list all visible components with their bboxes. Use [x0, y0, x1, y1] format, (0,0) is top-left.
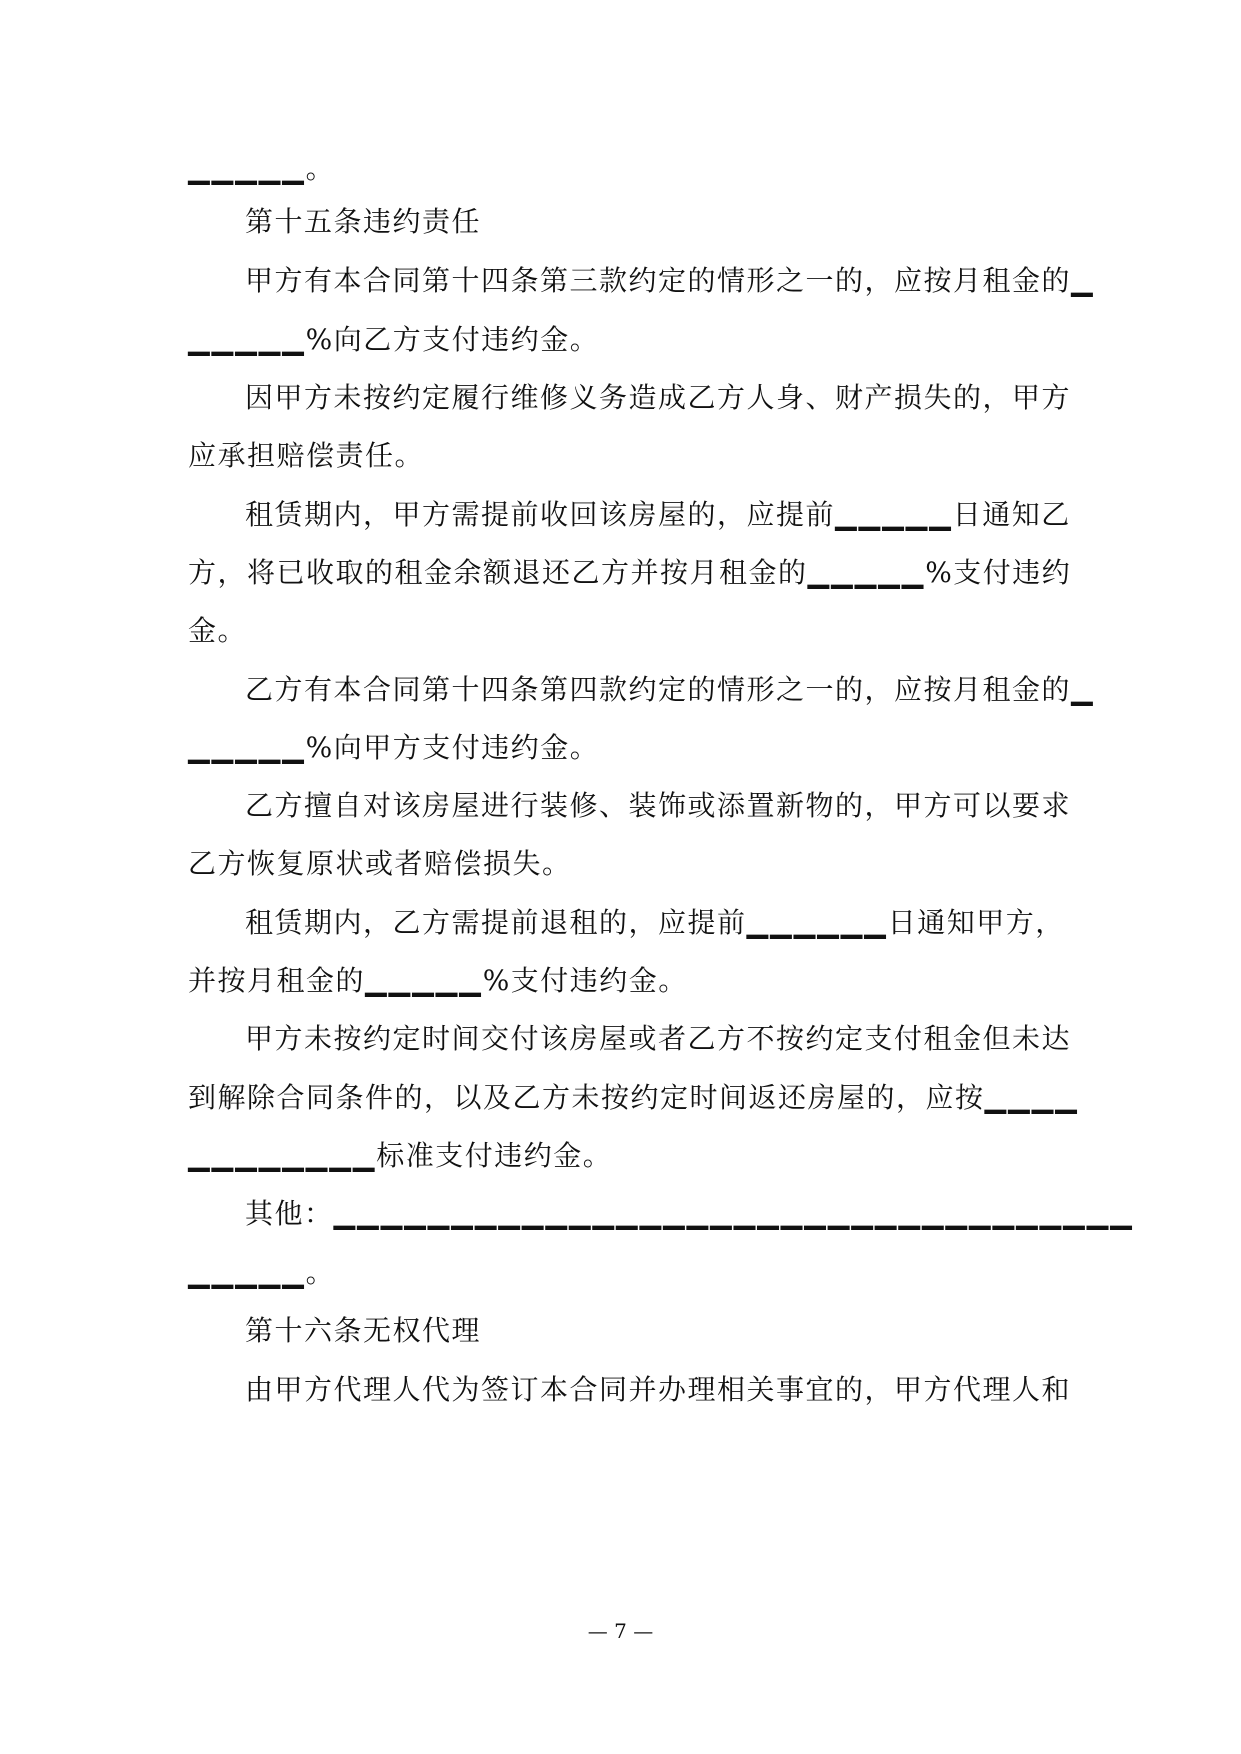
text-line: [188, 431, 1088, 481]
text-line: [188, 956, 1088, 1006]
fill-blank: ▁▁▁▁▁: [835, 498, 953, 531]
page-number: — 7 —: [587, 1619, 654, 1643]
line-text: 方，将已收取的租金余额退还乙方并按月租金的: [188, 556, 808, 589]
fill-blank: ▁▁▁▁▁: [188, 152, 306, 185]
fill-blank: ▁▁▁▁▁▁▁▁: [188, 1139, 377, 1172]
text-line: [188, 839, 1088, 889]
article-heading: [245, 1306, 1145, 1356]
fill-blank: ▁▁▁▁: [984, 1081, 1079, 1114]
text-line: [188, 548, 1088, 598]
text-line: [188, 723, 1088, 773]
text-line: [245, 1189, 1145, 1239]
text-line: [245, 490, 1145, 540]
fill-blank: ▁: [1071, 673, 1095, 706]
line-text: %支付违约: [925, 556, 1072, 589]
line-text: %支付违约金。: [482, 964, 688, 997]
fill-blank: ▁▁▁▁▁: [188, 1256, 306, 1289]
text-line: [245, 898, 1145, 948]
text-line: [188, 1248, 1088, 1298]
line-text: 标准支付违约金。: [376, 1139, 613, 1172]
fill-blank: ▁▁▁▁▁: [807, 556, 926, 589]
line-text: 第十六条无权代理: [245, 1314, 482, 1347]
line-text: 日通知乙: [952, 498, 1071, 531]
line-text: 租赁期内，乙方需提前退租的，应提前: [245, 906, 747, 939]
line-text: 到解除合同条件的，以及乙方未按约定时间返还房屋的，应按: [188, 1081, 985, 1114]
text-line: [245, 665, 1145, 715]
text-line: [245, 1365, 1145, 1415]
line-text: 甲方有本合同第十四条第三款约定的情形之一的，应按月租金的: [245, 264, 1072, 297]
text-line: [188, 1131, 1088, 1181]
fill-blank: ▁▁▁▁▁▁▁▁▁▁▁▁▁▁▁▁▁▁▁▁▁▁▁▁▁▁▁▁▁▁▁▁▁▁: [333, 1197, 1134, 1230]
line-text: 租赁期内，甲方需提前收回该房屋的，应提前: [245, 498, 836, 531]
article-heading: [245, 197, 1145, 247]
line-text: 乙方恢复原状或者赔偿损失。: [188, 847, 572, 880]
text-line: [245, 256, 1145, 306]
fill-blank: ▁: [1071, 264, 1095, 297]
text-line: [245, 1014, 1145, 1064]
line-text: 乙方擅自对该房屋进行装修、装饰或添置新物的，甲方可以要求: [245, 789, 1072, 822]
line-text: %向乙方支付违约金。: [305, 323, 600, 356]
line-text: 。: [305, 152, 336, 185]
text-line: [188, 144, 1088, 194]
fill-blank: ▁▁▁▁▁▁: [746, 906, 888, 939]
line-text: 并按月租金的: [188, 964, 366, 997]
line-text: 乙方有本合同第十四条第四款约定的情形之一的，应按月租金的: [245, 673, 1072, 706]
text-line: [188, 315, 1088, 365]
text-line: [245, 373, 1145, 423]
text-line: [188, 606, 1088, 656]
line-text: 。: [305, 1256, 336, 1289]
line-text: 由甲方代理人代为签订本合同并办理相关事宜的，甲方代理人和: [245, 1373, 1072, 1406]
line-text: 因甲方未按约定履行维修义务造成乙方人身、财产损失的，甲方: [245, 381, 1072, 414]
text-line: [188, 1073, 1088, 1123]
line-text: 第十五条违约责任: [245, 205, 482, 238]
fill-blank: ▁▁▁▁▁: [188, 323, 306, 356]
fill-blank: ▁▁▁▁▁: [188, 731, 306, 764]
line-text: %向甲方支付违约金。: [305, 731, 600, 764]
fill-blank: ▁▁▁▁▁: [365, 964, 483, 997]
line-text: 甲方未按约定时间交付该房屋或者乙方不按约定支付租金但未达: [245, 1022, 1072, 1055]
text-line: [245, 781, 1145, 831]
line-text: 其他：: [245, 1197, 334, 1230]
line-text: 金。: [188, 614, 248, 647]
line-text: 应承担赔偿责任。: [188, 439, 425, 472]
line-text: 日通知甲方，: [887, 906, 1065, 939]
